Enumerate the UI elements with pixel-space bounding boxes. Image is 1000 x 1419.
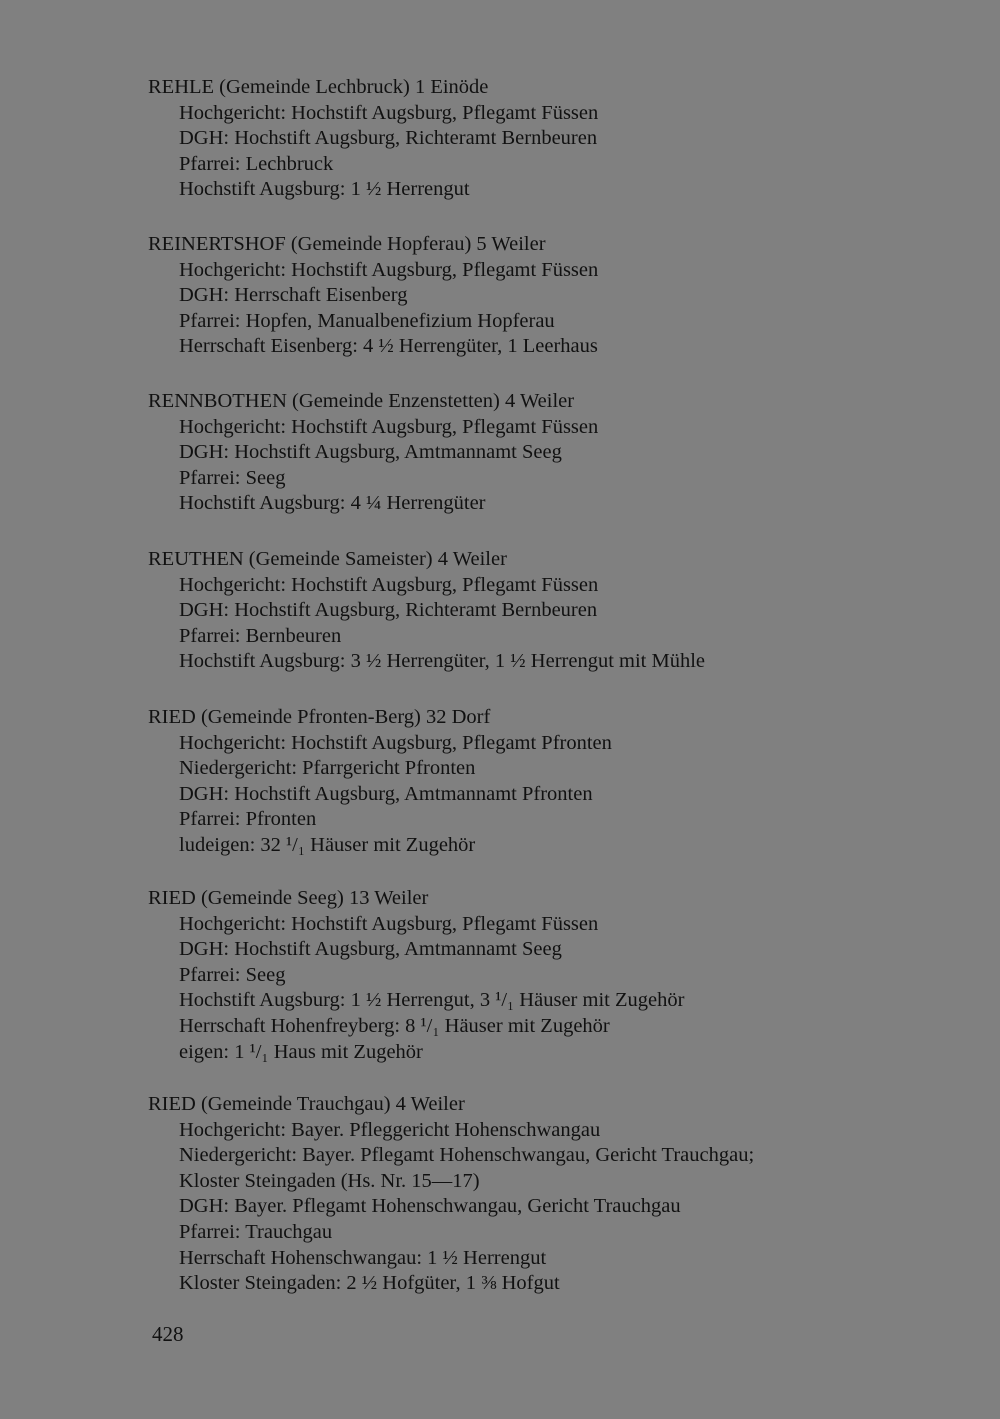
entry-line: eigen: 1 ¹/₁ Haus mit Zugehör <box>179 1040 423 1063</box>
entry-heading: RIED (Gemeinde Trauchgau) 4 Weiler <box>148 1093 465 1115</box>
entry-line: Hochstift Augsburg: 4 ¼ Herrengüter <box>179 492 486 515</box>
entry-line: DGH: Hochstift Augsburg, Amtmannamt Seeg <box>179 441 562 464</box>
entry-line: Hochgericht: Hochstift Augsburg, Pflegamt Füssen <box>179 258 599 281</box>
entry-line: Herrschaft Eisenberg: 4 ½ Herrengüter, 1 Leerhaus <box>179 335 598 358</box>
entry-line: Niedergericht: Bayer. Pflegamt Hohenschwangau, Gericht Trauchgau; <box>179 1144 755 1167</box>
place-entry <box>148 547 948 675</box>
entry-line: Hochstift Augsburg: 1 ½ Herrengut, 3 ¹/₁ Häuser mit Zugehör <box>179 989 685 1012</box>
place-entry <box>148 705 948 859</box>
entry-line: Hochstift Augsburg: 1 ½ Herrengut <box>179 178 470 201</box>
entry-line: DGH: Bayer. Pflegamt Hohenschwangau, Gericht Trauchgau <box>179 1195 681 1218</box>
entry-line: DGH: Hochstift Augsburg, Richteramt Bernbeuren <box>179 127 598 150</box>
entry-line: Pfarrei: Hopfen, Manualbenefizium Hopferau <box>179 309 555 332</box>
entry-line: Pfarrei: Bernbeuren <box>179 624 342 647</box>
entry-heading: REINERTSHOF (Gemeinde Hopferau) 5 Weiler <box>148 233 546 255</box>
entry-line: Hochgericht: Hochstift Augsburg, Pflegamt Füssen <box>179 415 599 438</box>
entry-line: ludeigen: 32 ¹/₁ Häuser mit Zugehör <box>179 833 476 856</box>
entry-line: DGH: Hochstift Augsburg, Richteramt Bernbeuren <box>179 599 598 622</box>
entry-line: Hochgericht: Hochstift Augsburg, Pflegamt Pfronten <box>179 731 612 754</box>
entry-heading: RIED (Gemeinde Pfronten-Berg) 32 Dorf <box>148 706 491 728</box>
entry-heading: RIED (Gemeinde Seeg) 13 Weiler <box>148 887 429 909</box>
entry-line: Herrschaft Hohenfreyberg: 8 ¹/₁ Häuser mit Zugehör <box>179 1014 610 1037</box>
entry-line: Hochgericht: Hochstift Augsburg, Pflegamt Füssen <box>179 573 599 596</box>
entry-line: Pfarrei: Pfronten <box>179 808 317 831</box>
place-entry <box>148 389 948 517</box>
entry-line: Herrschaft Hohenschwangau: 1 ½ Herrengut <box>179 1246 547 1269</box>
place-entry <box>148 232 948 360</box>
entry-heading: REHLE (Gemeinde Lechbruck) 1 Einöde <box>148 76 489 98</box>
entry-line: Pfarrei: Lechbruck <box>179 152 334 175</box>
entry-line: Hochstift Augsburg: 3 ½ Herrengüter, 1 ½ Herrengut mit Mühle <box>179 650 706 673</box>
entry-line: Niedergericht: Pfarrgericht Pfronten <box>179 757 476 780</box>
page-number: 428 <box>152 1322 184 1346</box>
place-entry <box>148 1092 948 1297</box>
entry-line: DGH: Hochstift Augsburg, Amtmannamt Seeg <box>179 938 562 961</box>
entry-line: DGH: Herrschaft Eisenberg <box>179 284 408 307</box>
entry-line: Hochgericht: Hochstift Augsburg, Pflegamt Füssen <box>179 912 599 935</box>
entry-line: Hochgericht: Hochstift Augsburg, Pflegamt Füssen <box>179 101 599 124</box>
entry-line: Pfarrei: Seeg <box>179 466 286 489</box>
entry-heading: REUTHEN (Gemeinde Sameister) 4 Weiler <box>148 548 507 570</box>
entry-heading: RENNBOTHEN (Gemeinde Enzenstetten) 4 Weiler <box>148 390 575 412</box>
entry-line: Kloster Steingaden: 2 ½ Hofgüter, 1 ⅜ Hofgut <box>179 1272 560 1295</box>
entry-line: DGH: Hochstift Augsburg, Amtmannamt Pfronten <box>179 782 593 805</box>
entry-line: Kloster Steingaden (Hs. Nr. 15—17) <box>179 1169 480 1192</box>
entry-line: Pfarrei: Seeg <box>179 963 286 986</box>
entry-line: Pfarrei: Trauchgau <box>179 1220 333 1243</box>
entry-line: Hochgericht: Bayer. Pfleggericht Hohenschwangau <box>179 1118 601 1141</box>
place-entry <box>148 75 948 203</box>
place-entry <box>148 886 948 1065</box>
